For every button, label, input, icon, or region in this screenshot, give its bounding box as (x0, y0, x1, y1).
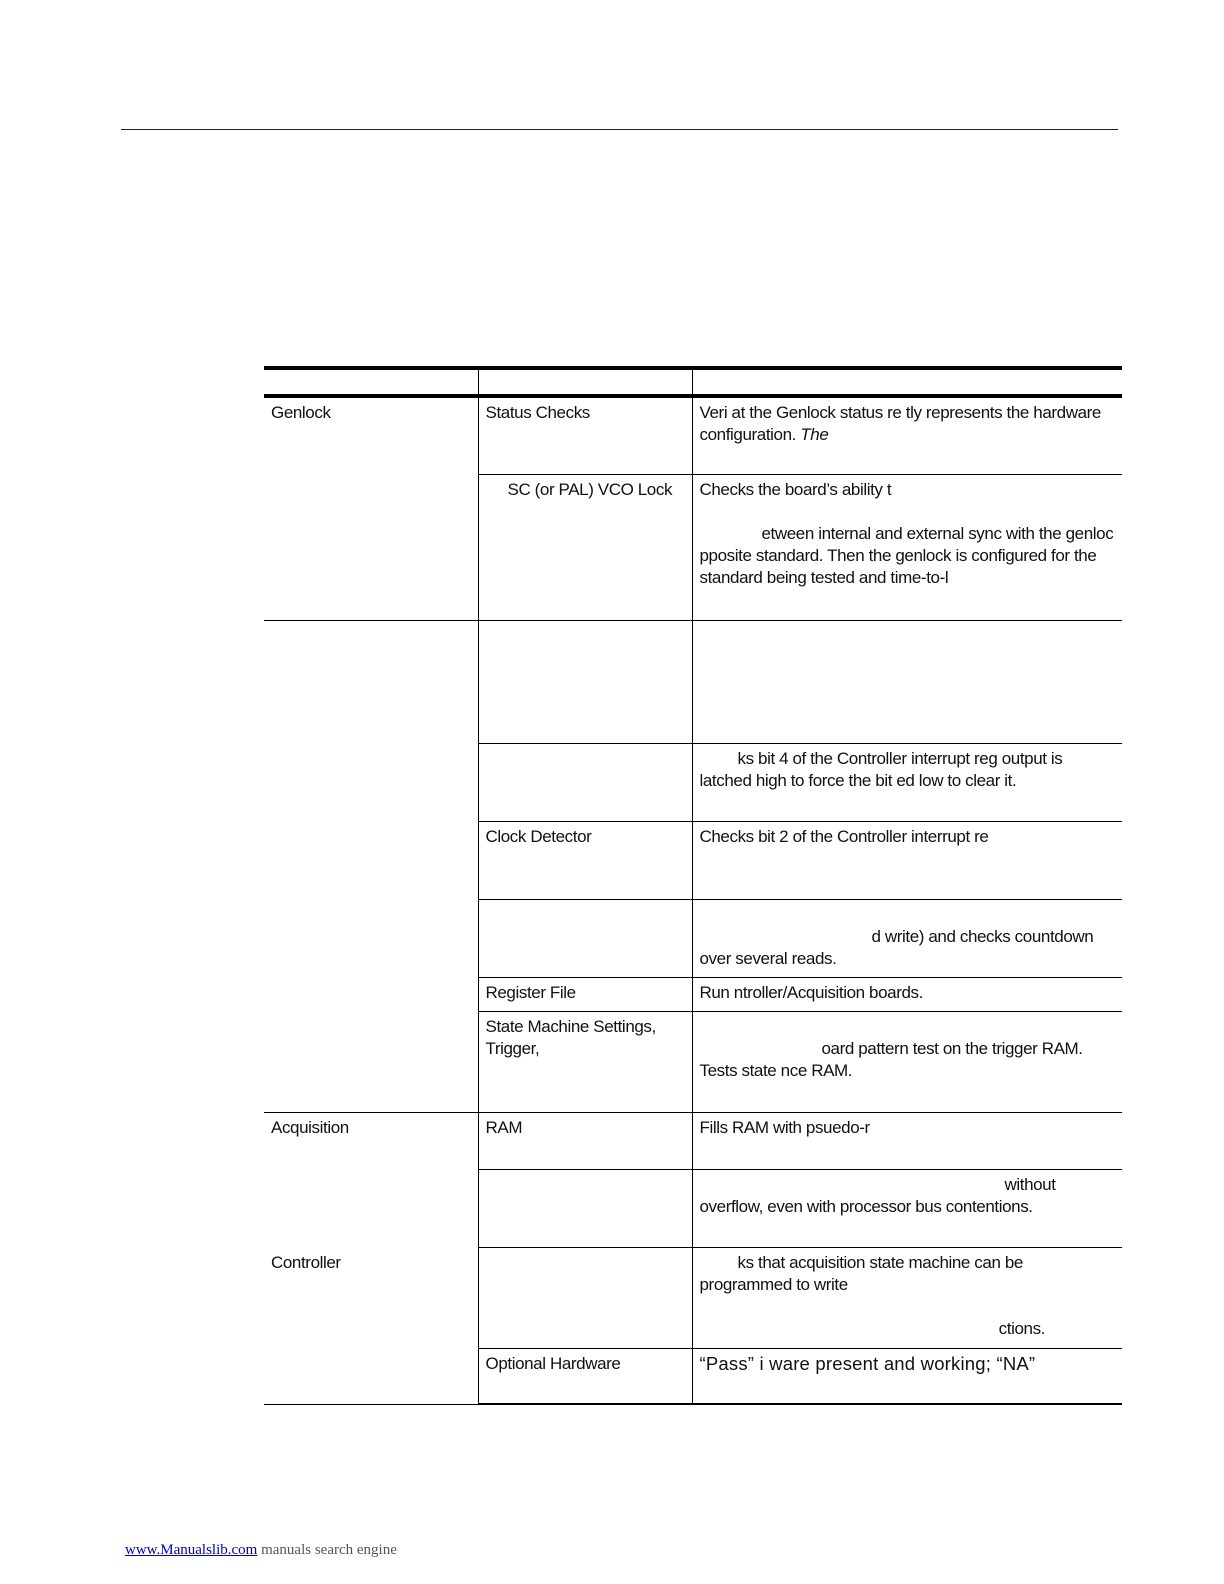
table-row (264, 620, 1122, 743)
test-description: oard pattern test on the trigger RAM. Tests state nce RAM. (692, 1011, 1122, 1112)
test-description: Fills RAM with psuedo-r (692, 1112, 1122, 1169)
footer-tagline: manuals search engine (261, 1542, 397, 1558)
header-rule (121, 129, 1118, 130)
test-name: State Machine Settings, Trigger, (478, 1011, 692, 1112)
manualslib-link[interactable]: www.Manualslib.com (125, 1542, 258, 1558)
test-description: ks that acquisition state machine can be programmed to write ctions. (692, 1247, 1122, 1348)
group-label-genlock: Genlock (264, 396, 478, 620)
test-description: Veri at the Genlock status re tly represents the hardware configuration. The (692, 396, 1122, 474)
column-header-area (264, 368, 478, 396)
test-name (478, 1247, 692, 1348)
group-label-acquisition: Acquisition (271, 1117, 349, 1137)
test-name: SC (or PAL) VCO Lock (478, 474, 692, 620)
test-name (478, 1169, 692, 1247)
table-header-row (264, 368, 1122, 396)
group-label-acquisition-controller (264, 1112, 478, 1404)
test-name (478, 620, 692, 743)
test-name: Clock Detector (478, 821, 692, 899)
test-name (478, 743, 692, 821)
column-header-description (692, 368, 1122, 396)
page-footer (125, 1542, 397, 1559)
test-description (692, 620, 1122, 743)
table-row (264, 1112, 1122, 1169)
test-description: “Pass” i ware present and working; “NA” (692, 1348, 1122, 1404)
group-label-controller-tests (264, 620, 478, 1112)
test-description: Checks the board’s ability t etween internal and external sync with the genloc pposite standard. Then the genlock is configured for the standard being tested and time-to-l (692, 474, 1122, 620)
test-description: without overflow, even with processor bus contentions. (692, 1169, 1122, 1247)
test-name (478, 899, 692, 977)
table-row (264, 396, 1122, 474)
column-header-test (478, 368, 692, 396)
test-name: RAM (478, 1112, 692, 1169)
test-description: Run ntroller/Acquisition boards. (692, 977, 1122, 1011)
test-description: ks bit 4 of the Controller interrupt reg output is latched high to force the bit ed low to clear it. (692, 743, 1122, 821)
diagnostics-table (264, 366, 1122, 1405)
group-label-controller: Controller (271, 1252, 341, 1272)
test-name: Register File (478, 977, 692, 1011)
test-name: Optional Hardware (478, 1348, 692, 1404)
test-description: Checks bit 2 of the Controller interrupt re (692, 821, 1122, 899)
italic-note: The (800, 425, 829, 444)
test-description: d write) and checks countdown over several reads. (692, 899, 1122, 977)
test-name: Status Checks (478, 396, 692, 474)
